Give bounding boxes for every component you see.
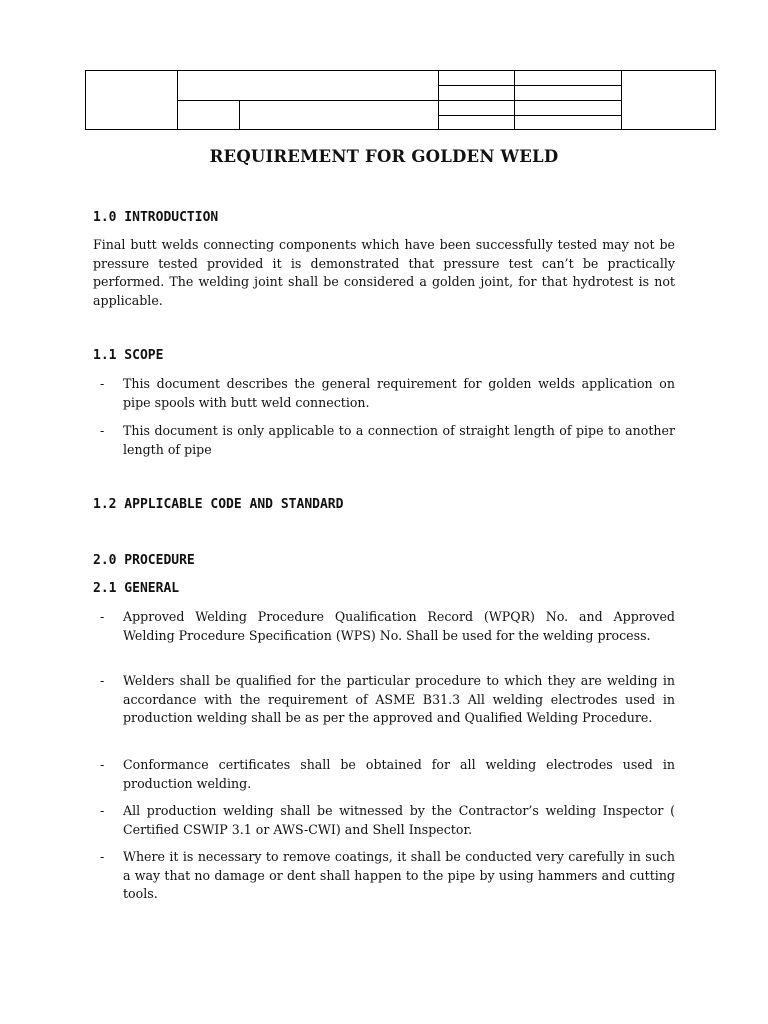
- scope-bullet: [100, 375, 675, 412]
- section-heading-procedure: 2.0 PROCEDURE: [93, 553, 195, 568]
- section-heading-introduction: 1.0 INTRODUCTION: [93, 210, 219, 225]
- bullet-marker: -: [100, 803, 105, 818]
- general-bullet: [100, 756, 675, 793]
- general-bullet-text: Conformance certificates shall be obtained for all welding electrodes used in production welding.: [123, 757, 675, 791]
- bullet-marker: -: [100, 376, 105, 391]
- general-bullet-text: All production welding shall be witnessed by the Contractor’s welding Inspector ( Certified CSWIP 3.1 or AWS-CWI) and Shell Inspector.: [123, 803, 675, 837]
- header-divider: [239, 101, 240, 129]
- header-table: [85, 70, 716, 130]
- bullet-marker: -: [100, 849, 105, 864]
- general-bullet: [100, 802, 675, 839]
- header-rule: [438, 115, 621, 116]
- bullet-marker: -: [100, 609, 105, 624]
- general-bullet-text: Approved Welding Procedure Qualification Record (WPQR) No. and Approved Welding Procedure Specification (WPS) No. Shall be used for the welding process.: [123, 609, 675, 643]
- header-rule: [177, 100, 438, 101]
- section-heading-code: 1.2 APPLICABLE CODE AND STANDARD: [93, 497, 344, 512]
- general-bullet: [100, 672, 675, 728]
- header-rule: [438, 100, 621, 101]
- general-bullet-text: Where it is necessary to remove coatings, it shall be conducted very carefully in such a way that no damage or dent shall happen to the pipe by using hammers and cutting tools.: [123, 849, 675, 902]
- section-heading-general: 2.1 GENERAL: [93, 581, 180, 596]
- header-rule: [438, 85, 621, 86]
- scope-bullet: [100, 422, 675, 459]
- scope-bullet-text: This document is only applicable to a connection of straight length of pipe to another length of pipe: [123, 423, 675, 457]
- bullet-marker: -: [100, 757, 105, 772]
- general-bullet: [100, 848, 675, 904]
- bullet-marker: -: [100, 673, 105, 688]
- section-heading-scope: 1.1 SCOPE: [93, 348, 164, 363]
- introduction-paragraph: Final butt welds connecting components which have been successfully tested may not be pressure tested provided it is demonstrated that pressure test can’t be practically performed. The welding joint shall be considered a golden joint, for that hydrotest is not applicable.: [93, 237, 675, 308]
- general-bullet-text: Welders shall be qualified for the particular procedure to which they are welding in accordance with the requirement of ASME B31.3 All welding electrodes used in production welding shall be as per the approved and Qualified Welding Procedure.: [123, 673, 675, 726]
- scope-bullet-text: This document describes the general requirement for golden welds application on pipe spools with butt weld connection.: [123, 376, 675, 410]
- header-divider: [621, 71, 622, 129]
- document-title: REQUIREMENT FOR GOLDEN WELD: [209, 147, 559, 166]
- bullet-marker: -: [100, 423, 105, 438]
- general-bullet: [100, 608, 675, 645]
